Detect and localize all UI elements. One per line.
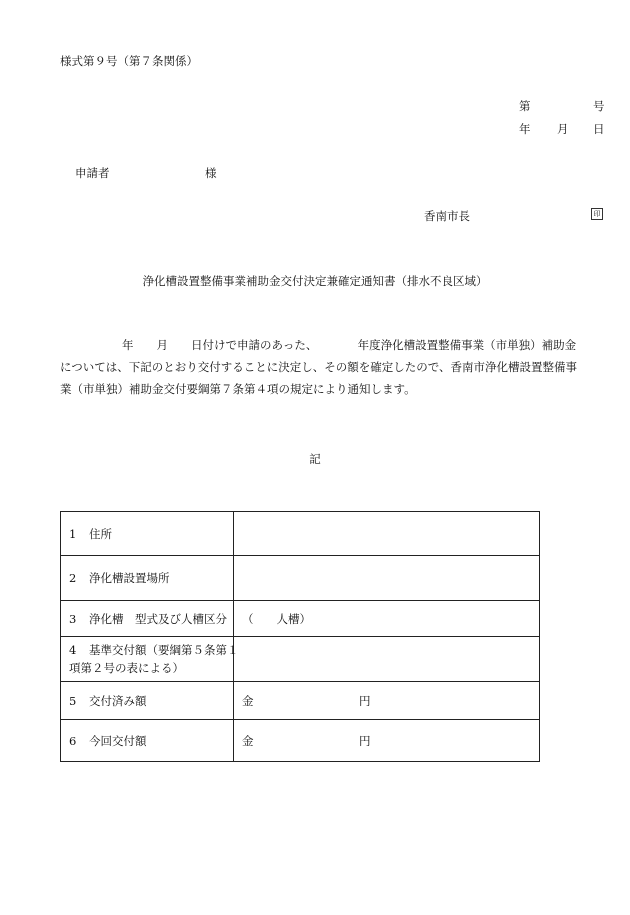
row-label: 2 浄化槽設置場所 (61, 556, 234, 601)
table-row (61, 682, 540, 720)
row-value (234, 512, 540, 556)
form-number: 様式第９号（第７条関係） (60, 54, 198, 68)
row-value (234, 720, 540, 762)
detail-table (60, 511, 540, 762)
table-row (61, 512, 540, 556)
applicant-label: 申請者 (75, 166, 110, 180)
body-line-1: 年 月 日付けで申請のあった、 年度浄化槽設置整備事業（市単独）補助金 (122, 338, 577, 352)
body-paragraph (60, 334, 605, 400)
table-row (61, 720, 540, 762)
row-label: 4 基準交付額（要綱第５条第１ 項第２号の表による） (61, 637, 234, 682)
body-line-2: については、下記のとおり交付することに決定し、その額を確定したので、香南市浄化槽設置整備事 (60, 360, 578, 374)
row-value: （ 人槽） (234, 601, 540, 637)
row-value (234, 556, 540, 601)
issuer-name: 香南市長 (424, 209, 470, 223)
row-label: 1 住所 (61, 512, 234, 556)
table-row (61, 556, 540, 601)
date-day-label: 日 (593, 122, 605, 136)
document-number-label: 第 (519, 99, 531, 113)
row-label: 5 交付済み額 (61, 682, 234, 720)
amount-suffix: 円 (359, 693, 371, 708)
row-value (234, 682, 540, 720)
amount-prefix: 金 (242, 733, 254, 748)
table-row (61, 637, 540, 682)
document-title: 浄化槽設置整備事業補助金交付決定兼確定通知書（排水不良区域） (142, 274, 488, 288)
amount-suffix: 円 (359, 733, 371, 748)
row-label: 6 今回交付額 (61, 720, 234, 762)
seal-icon: 印 (591, 208, 603, 220)
ki-heading: 記 (309, 452, 321, 466)
date-year-label: 年 (519, 122, 531, 136)
row-value (234, 637, 540, 682)
document-number-suffix: 号 (593, 99, 605, 113)
amount-prefix: 金 (242, 693, 254, 708)
body-line-3: 業（市単独）補助金交付要綱第７条第４項の規定により通知します。 (60, 382, 416, 396)
row-label: 3 浄化槽 型式及び人槽区分 (61, 601, 234, 637)
applicant-honorific: 様 (205, 166, 217, 180)
date-month-label: 月 (557, 122, 569, 136)
table-row (61, 601, 540, 637)
